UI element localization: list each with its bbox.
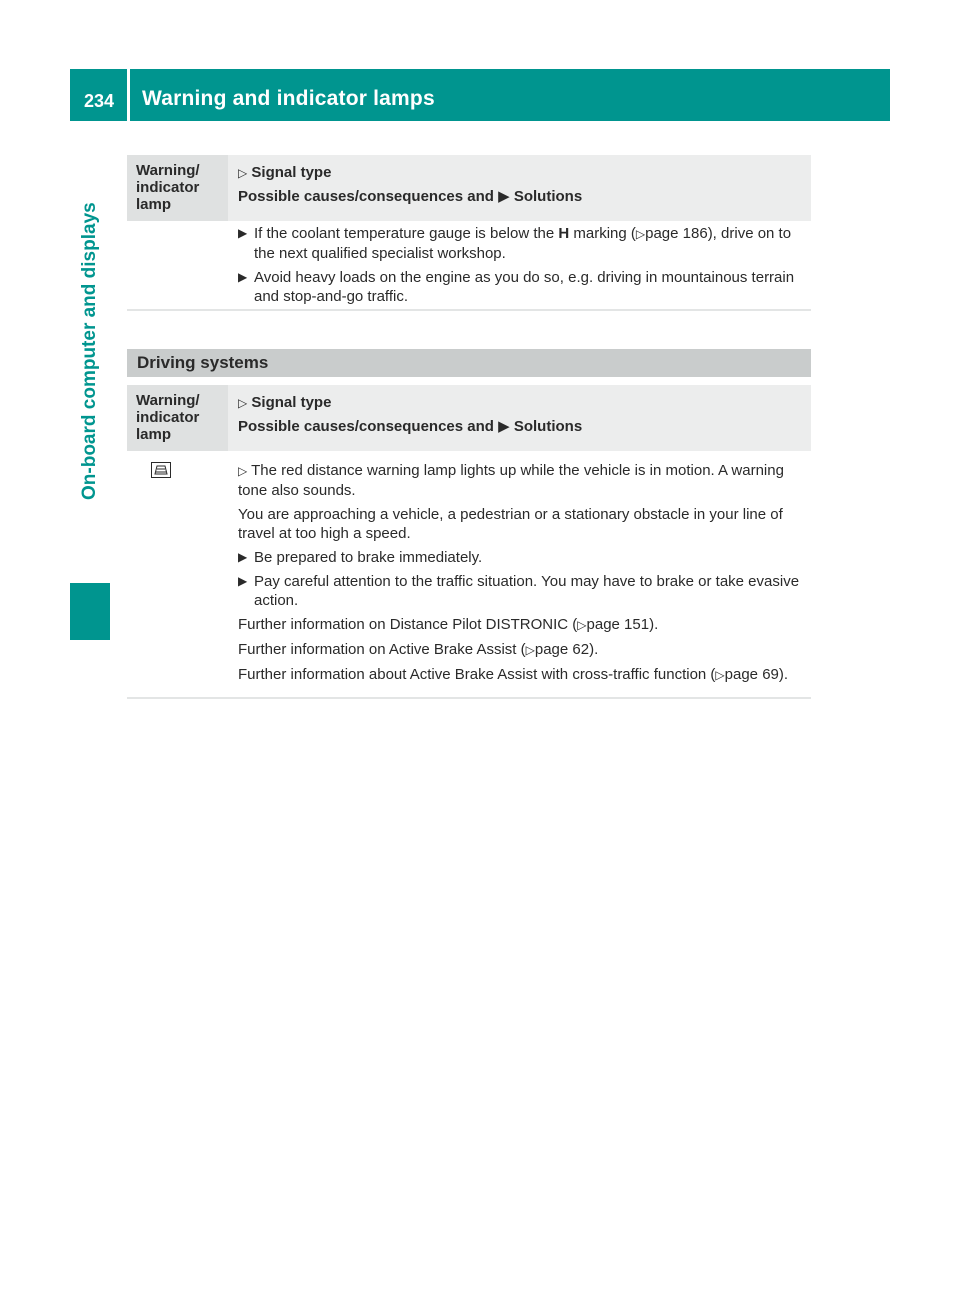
page-title: Warning and indicator lamps [142,87,435,110]
list-item [238,268,808,306]
list-item [238,224,808,263]
chapter-side-tab [70,121,110,640]
bullet-text: marking ( [569,225,636,242]
action-arrow-icon: ▶ [238,574,248,588]
header-divider [127,69,130,121]
table1-signal-type-label: Signal type [251,164,332,181]
list-item [238,461,808,500]
table1-solutions-label: Solutions [513,188,583,205]
cause-description: You are approaching a vehicle, a pedestrian or a stationary obstacle in your line of travel at too high a speed. [238,506,783,542]
page-header [70,69,890,121]
bullet-text: If the coolant temperature gauge is below the [254,225,559,242]
table1-body [238,224,808,311]
table1-col-lamp-label: Warning/ indicator lamp [136,162,200,213]
table2-solutions-label: Solutions [513,418,583,435]
page-reference-link[interactable]: page 62). [534,641,599,658]
reference-text: Further information on Distance Pilot DISTRONIC ( [238,616,578,633]
action-arrow-icon: ▶ [238,226,248,240]
action-arrow-icon: ▶ [238,550,248,564]
bullet-text: Avoid heavy loads on the engine as you do so, e.g. driving in mountainous terrain and stop-and-go traffic. [254,269,795,305]
distance-warning-lamp-icon [151,462,171,478]
chapter-label: On-board computer and displays [79,202,100,500]
page-number: 234 [84,91,115,111]
table1-header [127,155,811,221]
table2-signal-type-label: Signal type [251,394,332,411]
reference-text: Further information on Active Brake Assist ( [238,641,526,658]
reference-text: Further information about Active Brake Assist with cross-traffic function ( [238,666,716,683]
table1-col-signal-header [238,161,582,208]
table2-body [238,461,808,690]
bullet-text: Be prepared to brake immediately. [254,549,483,566]
list-item [238,572,808,610]
bullet-text: Pay careful attention to the traffic situation. You may have to brake or take evasive action. [254,573,800,609]
table2-causes-label: Possible causes/consequences and [238,418,494,435]
table1-divider [127,309,811,311]
signal-triangle-icon: ▷ [238,396,248,410]
page-ref-icon: ▷ [715,668,725,682]
section-heading [127,349,811,377]
signal-triangle-icon: ▷ [238,464,248,478]
table2-divider [127,697,811,699]
action-arrow-icon: ▶ [238,270,248,284]
solution-arrow-icon: ▶ [498,418,510,435]
list-item [238,548,808,567]
page-ref-icon: ▷ [635,227,646,241]
table2-col-signal-header [238,391,582,438]
chapter-marker-block [70,583,110,640]
page-reference-link[interactable]: page 69). [724,666,789,683]
page-reference-link[interactable]: page 151). [586,616,659,633]
signal-description: The red distance warning lamp lights up while the vehicle is in motion. A warning tone also sounds. [238,462,784,499]
gauge-marking: H [558,225,570,242]
page-ref-icon: ▷ [525,643,535,657]
reference-line [238,665,808,685]
page-reference-link[interactable]: page 186), drive on to the next qualified specialist workshop. [254,225,792,262]
table1-causes-label: Possible causes/consequences and [238,188,494,205]
table2-col-lamp-label: Warning/ indicator lamp [136,392,200,443]
section-title: Driving systems [137,353,269,372]
signal-triangle-icon: ▷ [238,166,248,180]
table2-header [127,385,811,451]
table2-col-lamp-header [127,385,228,451]
solution-arrow-icon: ▶ [498,188,510,205]
table1-col-lamp-header [127,155,228,221]
reference-line [238,615,808,635]
page-ref-icon: ▷ [577,618,587,632]
reference-line [238,640,808,660]
